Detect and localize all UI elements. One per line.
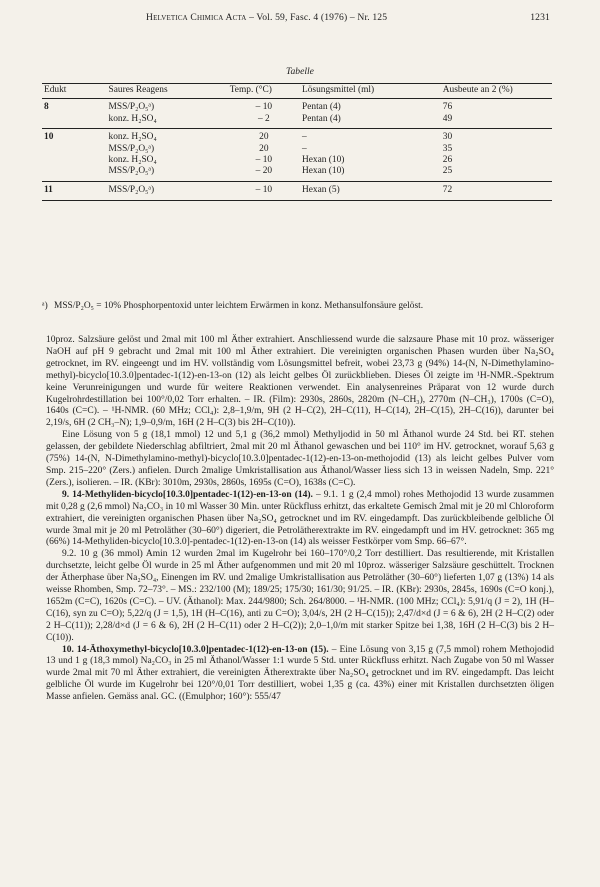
temp-cell: – 10 bbox=[228, 181, 300, 200]
table-row bbox=[42, 155, 552, 166]
journal-citation: Helvetica Chimica Acta – Vol. 59, Fasc. 4 (1976) – Nr. 125 bbox=[146, 12, 388, 23]
table-row bbox=[42, 114, 552, 129]
yield-cell: 76 bbox=[442, 102, 453, 113]
col-header-edukt: Edukt bbox=[42, 84, 107, 99]
paragraph-text: – Eine Lösung von 3,15 g (7,5 mmol) rohem Methojodid 13 und 1 g (18,3 mmol) Na₂CO₃ in 25 ml Äthanol/Wasser 1:1 wurde 5 Std. unter Rückfluss erhitzt. Nach Zugabe von 50 ml Wasser wurde 2mal mit 70 ml Äther extrahiert, die vereinigten Ätherextrakte über Na₂SO₄ getrocknet und im RV. eingedampft. Das leicht gelbliche Öl wurde im Kugelrohr bei 120°/0,01 Torr destilliert, wobei 1,35 g (ca. 43%) einer mit Kristallen durchsetzten öligen Masse anfielen. Gemäss anal. GC. ((Emulphor; 160°): 555/47 bbox=[46, 644, 554, 703]
table-row bbox=[42, 144, 552, 155]
yield-table bbox=[42, 83, 552, 201]
yield-cell: 25 bbox=[441, 166, 552, 181]
edukt-cell: 10 bbox=[44, 132, 54, 143]
reagent-cell: konz. H₂SO₄ bbox=[108, 155, 157, 166]
solvent-cell: Pentan (4) bbox=[300, 114, 441, 129]
paragraph: 10proz. Salzsäure gelöst und 2mal mit 100 ml Äther extrahiert. Anschliessend wurde die salzsaure Phase mit 10 proz. wässeriger NaOH auf pH 9 gebracht und 2mal mit 100 ml Äther extrahiert. Die vereinigten organischen Phasen wurden über Na₂SO₄ getrocknet, im RV. eingeengt und im HV. vollständig vom Lösungsmittel befreit, wobei 23,73 g (94%) 14-(N, N-Dimethylamino-methyl)-bicyclo[10.3.0]pentadec-1(12)-en-13-on (12) als leicht gelbes Öl zurückblieben. Dieses Öl zeigte im ¹H-NMR.-Spektrum keine Verunreinigungen und wurde für weitere Reaktionen verwendet. Ein analysenreines Präparat von 12 wurde durch Kugelrohrdestillation bei 100°/0,02 Torr erhalten. – IR. (Film): 2930s, 2860s, 2820m (N–CH₃), 2770m (N–CH₃), 1700s (C=O), 1640s (C=C). – ¹H-NMR. (60 MHz; CCl₄): 2,8–1,9/m, 9H (2 H–C(2), 2H–C(11), H–C(14), 2H–C(15), 2H–C(16)), darunter bei 2,19/s, 6H (2 CH₃–N); 1,9–0,9/m, 16H (2 H–C(3) bis 2H–C(10)). bbox=[46, 335, 554, 429]
paragraph: Eine Lösung von 5 g (18,1 mmol) 12 und 5,1 g (36,2 mmol) Methyljodid in 50 ml Äthanol wurde 24 Std. bei RT. stehen gelassen, der gebildete Niederschlag abfiltriert, 2mal mit 20 ml Äthanol gewaschen und bei 110° im HV. getrocknet, worauf 5,63 g (75%) 14-(N, N-Dimethylamino-methyl)-bicyclo[10.3.0]pentadec-1(12)-en-13-on-methojodid (13) als leicht gelbes Pulver vom Smp. 215–220° (Zers.) anfielen. Durch 2malige Umkristallisation aus Äthanol/Wasser liess sich 13 in weissen Nadeln, Smp. 221° (Zers.), isolieren. – IR. (KBr): 3010m, 2930s, 2860s, 1695s (C=O), 1638s (C=C). bbox=[46, 430, 554, 488]
temp-cell: – 10 bbox=[255, 102, 273, 113]
solvent-cell: – bbox=[302, 143, 307, 154]
reagent-cell: MSS/P₂O₅ᵃ) bbox=[108, 143, 155, 154]
reagent-cell: MSS/P₂O₅ᵃ) bbox=[108, 102, 155, 113]
col-header-temp: Temp. (°C) bbox=[228, 84, 300, 99]
footnote-mark: ᵃ) bbox=[42, 301, 48, 311]
paragraph bbox=[46, 645, 554, 705]
yield-cell: 30 bbox=[442, 132, 453, 143]
section-heading: 10. 14-Äthoxymethyl-bicyclo[10.3.0]pentadec-1(12)-en-13-on (15). bbox=[62, 644, 329, 655]
col-header-yield: Ausbeute an 2 (%) bbox=[441, 84, 552, 99]
edukt-cell: 11 bbox=[42, 181, 107, 200]
yield-cell: 72 bbox=[441, 181, 552, 200]
col-header-solvent: Lösungsmittel (ml) bbox=[300, 84, 441, 99]
solvent-cell: Hexan (5) bbox=[300, 181, 441, 200]
body-text bbox=[46, 335, 554, 704]
solvent-cell: Hexan (10) bbox=[300, 166, 441, 181]
table-row bbox=[42, 181, 552, 200]
paragraph: 9.2. 10 g (36 mmol) Amin 12 wurden 2mal im Kugelrohr bei 160–170°/0,2 Torr destilliert. Das resultierende, mit Kristallen durchsetzte, leicht gelbe Öl wurde in 25 ml Äther aufgenommen und mit 20 ml 10proz. wässeriger Salzsäure geschüttelt. Trocknen der Ätherphase über Na₂SO₄, Einengen im RV. und 2malige Umkristallisation aus Petroläther (30–60°) lieferten 1,07 g (13%) 14 als weisse Rhomben, Smp. 72–73°. – MS.: 232/100 (M); 189/25; 175/30; 161/30; 91/25. – IR. (KBr): 2930s, 2845s, 1690s (C=O konj.), 1652m (C=C), 1620s (C=C). – UV. (Äthanol): Max. 244/9800; Sch. 264/8000. – ¹H-NMR. (100 MHz; CCl₄): 5,91/q (J = 2), 1H (H–C(16), syn zu C=O); 5,22/q (J = 1,5), 1H (H–C(16), anti zu C=O); 3,04/s, 2H (2 H–C(15)); 2,47/d×d (J = 6 & 6), 2H (2 H–C(2) oder 2 H–C(11)); 2,28/d×d (J = 6 & 6), 2H (2 H–C(11) oder 2 H–C(2)); 2,0–1,0/m mit starker Spitze bei 1,38, 16H (2 H–C(3) bis 2 H–C(10)). bbox=[46, 549, 554, 643]
section-heading: 9. 14-Methyliden-bicyclo[10.3.0]pentadec-1(12)-en-13-on (14). bbox=[62, 489, 313, 500]
solvent-cell: – bbox=[302, 132, 307, 143]
footnote-text: MSS/P₂O₅ = 10% Phosphorpentoxid unter leichtem Erwärmen in konz. Methansulfonsäure gelöst. bbox=[54, 301, 424, 311]
paragraph-text: – 9.1. 1 g (2,4 mmol) rohes Methojodid 13 wurde zusammen mit 0,28 g (2,6 mmol) Na₂CO₃ in 10 ml Wasser 30 Min. unter Rückfluss erhitzt, das erkaltete Gemisch 2mal mit je 20 ml Chloroform extrahiert, die vereinigten organischen Phasen über Na₂SO₄ getrocknet und im RV. eingedampft. Das zurückbleibende gelbliche Öl wurde 3mal mit je 20 ml Petroläther (30–60°) digeriert, die Petrolätherextrakte im RV. eingedampft und im HV. getrocknet: 365 mg (66%) 14-Methyliden-bicyclo[10.3.0]-pentadec-1(12)-en-13-on (14) als weisser Festkörper vom Smp. 66–67°. bbox=[46, 489, 554, 548]
reagent-cell: konz. H₂SO₄ bbox=[107, 114, 228, 129]
solvent-cell: Hexan (10) bbox=[302, 155, 345, 166]
page-number: 1231 bbox=[530, 12, 550, 23]
table-row bbox=[42, 166, 552, 181]
temp-cell: – 10 bbox=[255, 155, 273, 166]
table-footnote bbox=[42, 300, 547, 312]
yield-cell: 35 bbox=[442, 143, 453, 154]
table-row bbox=[42, 99, 552, 114]
temp-cell: 20 bbox=[259, 143, 269, 154]
edukt-cell: 8 bbox=[44, 102, 49, 113]
temp-cell: 20 bbox=[259, 132, 269, 143]
table-row bbox=[42, 129, 552, 144]
table-caption: Tabelle bbox=[286, 66, 314, 77]
yield-cell: 49 bbox=[441, 114, 552, 129]
paragraph bbox=[46, 490, 554, 550]
yield-cell: 26 bbox=[442, 155, 453, 166]
col-header-reagent: Saures Reagens bbox=[107, 84, 228, 99]
table-header-row bbox=[42, 84, 552, 99]
temp-cell: – 20 bbox=[228, 166, 300, 181]
reagent-cell: MSS/P₂O₅ᵃ) bbox=[107, 181, 228, 200]
running-head bbox=[46, 12, 554, 26]
reagent-cell: konz. H₂SO₄ bbox=[108, 132, 157, 143]
temp-cell: – 2 bbox=[228, 114, 300, 129]
reagent-cell: MSS/P₂O₅ᵃ) bbox=[107, 166, 228, 181]
solvent-cell: Pentan (4) bbox=[302, 102, 341, 113]
